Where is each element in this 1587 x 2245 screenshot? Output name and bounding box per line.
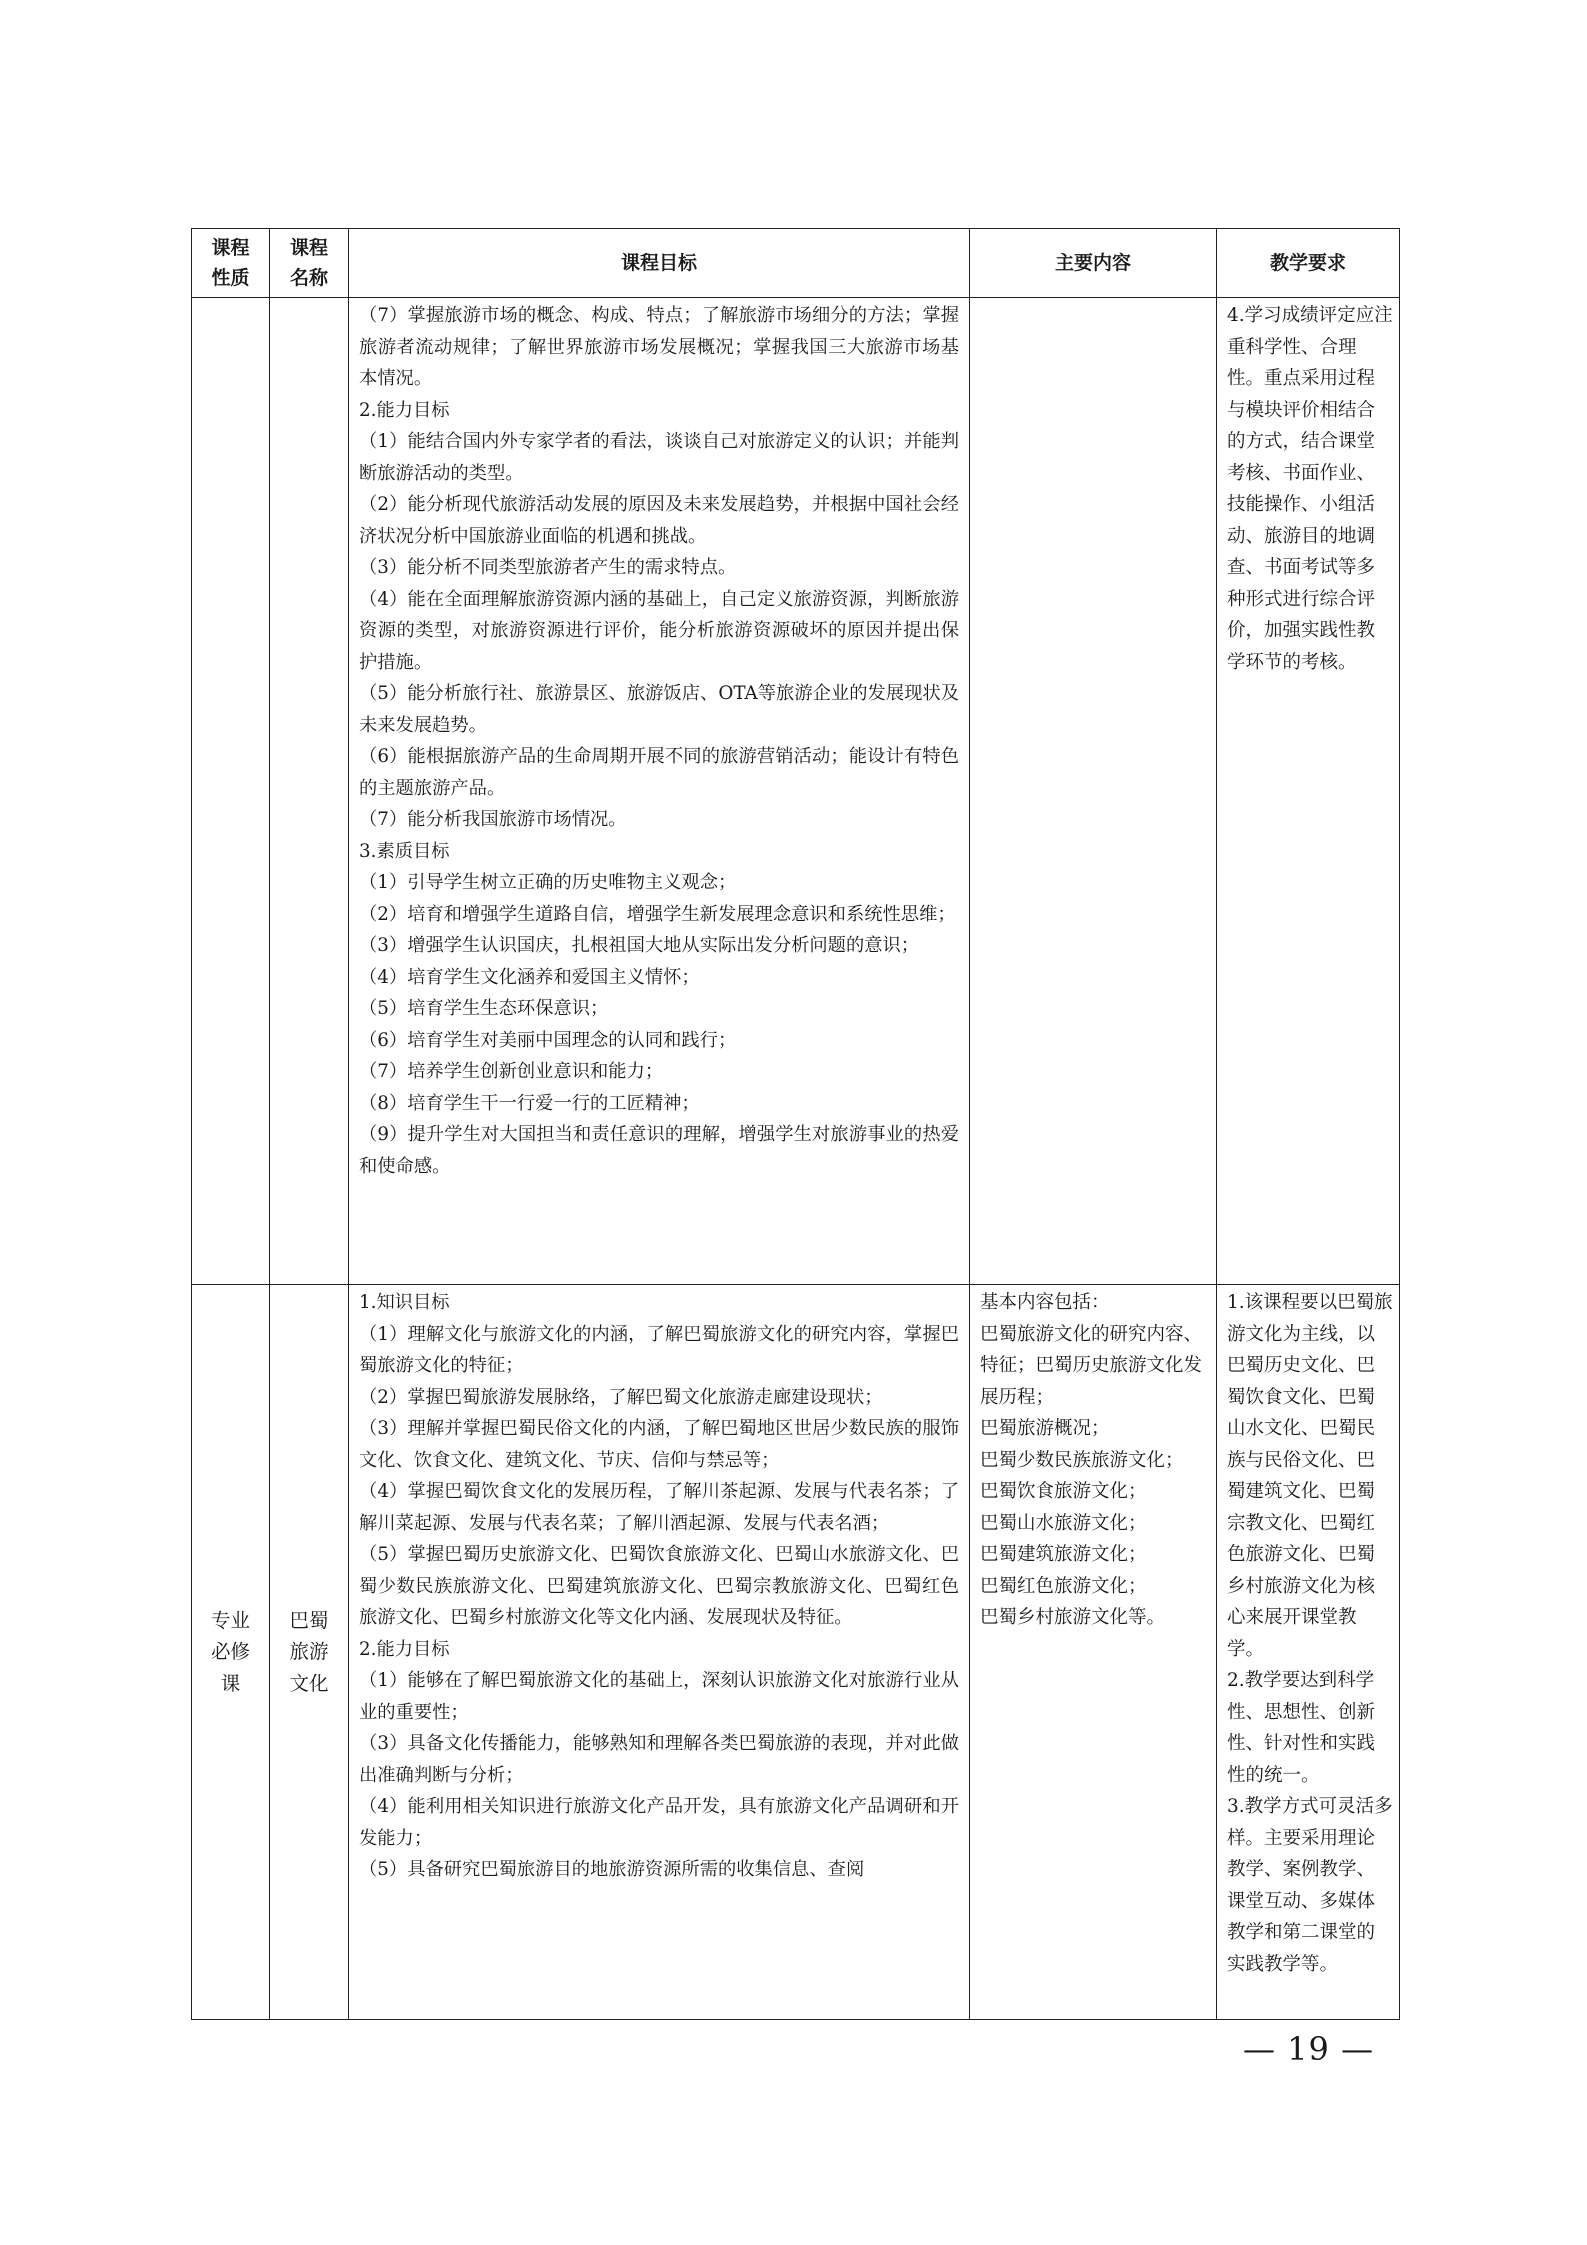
content-line: 巴蜀少数民族旅游文化； (980, 1449, 1184, 1471)
goal-heading: 1.知识目标 (359, 1292, 450, 1313)
row1-goals-cell (349, 298, 970, 1285)
header-course-goals: 课程目标 (349, 229, 970, 298)
content-line: 巴蜀饮食旅游文化； (980, 1481, 1147, 1502)
goal-line: （3）具备文化传播能力，能够熟知和理解各类巴蜀旅游的表现，并对此做出准确判断与分析； (359, 1733, 959, 1786)
header-nature-line1: 课程 (211, 237, 250, 259)
course-nature-line2: 必修 (210, 1640, 250, 1664)
row2-requirements-cell (1217, 1285, 1400, 2020)
goal-line: （6）培育学生对美丽中国理念的认同和践行； (359, 1029, 737, 1051)
goal-line: （4）能利用相关知识进行旅游文化产品开发，具有旅游文化产品调研和开发能力； (359, 1796, 959, 1849)
content-line: 巴蜀山水旅游文化； (980, 1512, 1147, 1534)
content-line: 巴蜀红色旅游文化； (980, 1575, 1147, 1597)
goal-line: （1）引导学生树立正确的历史唯物主义观念； (359, 872, 737, 893)
header-course-name (270, 229, 349, 298)
header-course-nature (192, 229, 270, 298)
goal-line: （4）掌握巴蜀饮食文化的发展历程，了解川茶起源、发展与代表名茶；了解川菜起源、发展与代表名菜；了解川酒起源、发展与代表名酒； (359, 1481, 959, 1534)
content-line: 巴蜀旅游文化的研究内容、特征；巴蜀历史旅游文化发展历程； (980, 1323, 1203, 1408)
page-number-value: 19 (1287, 2030, 1330, 2068)
requirement-line: 1.该课程要以巴蜀旅游文化为主线，以巴蜀历史文化、巴蜀饮食文化、巴蜀山水文化、巴蜀民族与民俗文化、巴蜀建筑文化、巴蜀宗教文化、巴蜀红色旅游文化、巴蜀乡村旅游文化为核心来展开课堂教学。 (1227, 1292, 1393, 1660)
goal-line: （9）提升学生对大国担当和责任意识的理解，增强学生对旅游事业的热爱和使命感。 (359, 1124, 959, 1177)
row2-goals-cell (349, 1285, 970, 2020)
goal-line: （4）培育学生文化涵养和爱国主义情怀； (359, 966, 700, 988)
goal-line: （7）掌握旅游市场的概念、构成、特点；了解旅游市场细分的方法；掌握旅游者流动规律；了解世界旅游市场发展概况；掌握我国三大旅游市场基本情况。 (359, 305, 959, 389)
course-nature-line1: 专业 (210, 1608, 250, 1632)
goal-line: （5）具备研究巴蜀旅游目的地旅游资源所需的收集信息、查阅 (359, 1859, 865, 1880)
row1-nature-cell (192, 298, 270, 1285)
page-number (1243, 2030, 1374, 2068)
goal-heading: 2.能力目标 (359, 399, 450, 421)
course-name-line3: 文化 (289, 1671, 329, 1695)
course-name-line1: 巴蜀 (289, 1608, 329, 1632)
goal-line: （5）培育学生生态环保意识； (359, 998, 609, 1019)
goal-line: （1）能结合国内外专家学者的看法，谈谈自己对旅游定义的认识；并能判断旅游活动的类型。 (359, 431, 959, 484)
table-row-continued (192, 298, 1400, 1285)
course-nature-line3: 课 (220, 1671, 241, 1695)
goal-heading: 2.能力目标 (359, 1638, 450, 1660)
row1-content-cell (970, 298, 1217, 1285)
header-teaching-requirements: 教学要求 (1217, 229, 1400, 298)
goal-line: （5）掌握巴蜀历史旅游文化、巴蜀饮食旅游文化、巴蜀山水旅游文化、巴蜀少数民族旅游文化、巴蜀建筑旅游文化、巴蜀宗教旅游文化、巴蜀红色旅游文化、巴蜀乡村旅游文化等文化内涵、发展现状及特征。 (359, 1544, 959, 1628)
goal-line: （2）能分析现代旅游活动发展的原因及未来发展趋势，并根据中国社会经济状况分析中国旅游业面临的机遇和挑战。 (359, 494, 959, 547)
goal-line: （3）理解并掌握巴蜀民俗文化的内涵，了解巴蜀地区世居少数民族的服饰文化、饮食文化、建筑文化、节庆、信仰与禁忌等； (359, 1418, 959, 1471)
row1-requirements-cell (1217, 298, 1400, 1285)
goal-line: （5）能分析旅行社、旅游景区、旅游饭店、OTA等旅游企业的发展现状及未来发展趋势。 (359, 683, 959, 736)
table-row-bashu-tourism-culture (192, 1285, 1400, 2020)
course-name-line2: 旅游 (289, 1640, 329, 1664)
course-nature-cell (192, 1285, 270, 2020)
header-name-line2: 名称 (289, 267, 328, 289)
goal-line: （2）培育和增强学生道路自信，增强学生新发展理念意识和系统性思维； (359, 903, 956, 925)
content-line: 基本内容包括： (980, 1292, 1110, 1313)
header-main-content: 主要内容 (970, 229, 1217, 298)
content-line: 巴蜀乡村旅游文化等。 (980, 1607, 1166, 1628)
course-table (191, 228, 1400, 2020)
goal-line: （1）理解文化与旅游文化的内涵，了解巴蜀旅游文化的研究内容，掌握巴蜀旅游文化的特征； (359, 1323, 959, 1376)
row1-name-cell (270, 298, 349, 1285)
page-number-dash-right: — (1341, 2030, 1375, 2068)
content-line: 巴蜀建筑旅游文化； (980, 1544, 1147, 1565)
goal-line: （4）能在全面理解旅游资源内涵的基础上，自己定义旅游资源，判断旅游资源的类型，对旅游资源进行评价，能分析旅游资源破坏的原因并提出保护措施。 (359, 588, 959, 673)
goal-line: （1）能够在了解巴蜀旅游文化的基础上，深刻认识旅游文化对旅游行业从业的重要性； (359, 1670, 959, 1723)
content-line: 巴蜀旅游概况； (980, 1418, 1110, 1439)
requirement-line: 2.教学要达到科学性、思想性、创新性、针对性和实践性的统一。 (1227, 1670, 1376, 1786)
requirement-line: 3.教学方式可灵活多样。主要采用理论教学、案例教学、课堂互动、多媒体教学和第二课堂的实践教学等。 (1227, 1796, 1393, 1975)
goal-line: （3）增强学生认识国庆，扎根祖国大地从实际出发分析问题的意识； (359, 935, 920, 956)
goal-line: （3）能分析不同类型旅游者产生的需求特点。 (359, 557, 737, 578)
goal-heading: 3.素质目标 (359, 840, 450, 862)
header-name-line1: 课程 (289, 237, 328, 259)
header-row (192, 229, 1400, 298)
header-nature-line2: 性质 (211, 267, 250, 289)
goal-line: （7）培养学生创新创业意识和能力； (359, 1061, 664, 1082)
goal-line: （8）培育学生干一行爱一行的工匠精神； (359, 1092, 700, 1114)
page-number-dash-left: — (1243, 2030, 1276, 2068)
goal-line: （6）能根据旅游产品的生命周期开展不同的旅游营销活动；能设计有特色的主题旅游产品。 (359, 746, 959, 799)
row2-content-cell (970, 1285, 1217, 2020)
goal-line: （2）掌握巴蜀旅游发展脉络，了解巴蜀文化旅游走廊建设现状； (359, 1386, 883, 1408)
requirement-line: 4.学习成绩评定应注重科学性、合理性。重点采用过程与模块评价相结合的方式，结合课堂考核、书面作业、技能操作、小组活动、旅游目的地调查、书面考试等多种形式进行综合评价，加强实践性教学环节的考核。 (1227, 305, 1393, 673)
goal-line: （7）能分析我国旅游市场情况。 (359, 809, 627, 830)
course-name-cell (270, 1285, 349, 2020)
